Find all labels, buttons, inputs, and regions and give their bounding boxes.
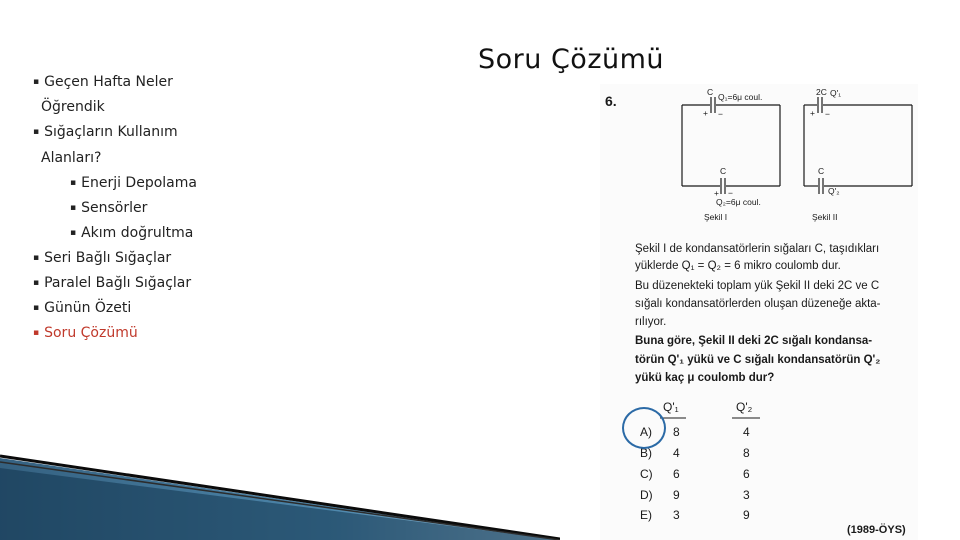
problem-image: 6. C Q₁=6μ coul. + − C + − Q₂=6μ coul. Şekil I 2C Q'₁ + − C Q'₂ Şekil II Şekil I de kondansatörlerin sığaları C, taşıdıkları yüklerde Q₁ = Q₂ = 6 mikro coulomb dur. Bu düzenekteki toplam yük Şekil II deki 2C ve C sığalı kondansatörlerden oluşan düzeneğe akta- rılıyor. Buna göre, Şekil II deki 2C sığalı kondansa- törün Q'₁ yükü ve C sığalı kondansatörün Q'₂ yükü kaç μ coulomb dur? Q'₁ Q'₂ A) 8 4 B) 4 8 C) 6 6 D) 9 3 E) 3 9 (1989-ÖYS) (600, 84, 918, 540)
bullet-icon: ▪ (70, 203, 77, 213)
charge-label: Q₂=6μ coul. (716, 197, 761, 207)
plus-sign: + (714, 188, 719, 198)
outline-item-active: ▪ Soru Çözümü (33, 325, 138, 341)
plus-sign: + (703, 108, 708, 118)
problem-text-line: yükü kaç μ coulomb dur? (635, 372, 775, 384)
outline-item: ▪ Seri Bağlı Sığaçlar (33, 250, 172, 266)
answer-column-header: Q'₂ (736, 400, 753, 414)
problem-text-line: Şekil I de kondansatörlerin sığaları C, taşıdıkları (635, 243, 880, 255)
capacitor-label: C (707, 87, 714, 97)
question-number: 6. (605, 93, 617, 109)
outline-item: Öğrendik (41, 99, 105, 115)
outline-item: ▪ Paralel Bağlı Sığaçlar (33, 275, 192, 291)
problem-text-line: törün Q'₁ yükü ve C sığalı kondansatörün Q'₂ (635, 354, 881, 366)
capacitor-label: 2C (816, 87, 827, 97)
minus-sign: − (718, 109, 723, 119)
bullet-icon: ▪ (33, 127, 40, 137)
figure-caption: Şekil II (812, 212, 838, 222)
plus-sign: + (810, 108, 815, 118)
outline-subitem: ▪ Sensörler (70, 200, 148, 216)
bullet-icon: ▪ (70, 228, 77, 238)
problem-text-line: sığalı kondansatörlerden oluşan düzeneğe akta- (635, 298, 881, 310)
capacitor-label: C (818, 166, 825, 176)
bullet-icon: ▪ (33, 303, 40, 313)
problem-text-line: Buna göre, Şekil II deki 2C sığalı kondansa- (635, 335, 873, 347)
outline-subitem: ▪ Enerji Depolama (70, 175, 197, 191)
bullet-icon: ▪ (33, 328, 40, 338)
problem-text-line: yüklerde Q₁ = Q₂ = 6 mikro coulomb dur. (635, 260, 841, 272)
charge-label: Q'₁ (830, 88, 842, 98)
figure-caption: Şekil I (704, 212, 728, 222)
problem-text-line: Bu düzenekteki toplam yük Şekil II deki 2C ve C (635, 280, 880, 292)
bullet-icon: ▪ (33, 77, 40, 87)
minus-sign: − (728, 188, 733, 198)
outline-item: ▪ Sığaçların Kullanım (33, 124, 178, 140)
exam-source: (1989-ÖYS) (847, 524, 906, 536)
outline-item: Alanları? (41, 150, 102, 166)
outline-item: ▪ Geçen Hafta Neler (33, 74, 173, 90)
slide-title: Soru Çözümü (478, 44, 665, 75)
capacitor-label: C (720, 166, 727, 176)
answer-highlight-circle (622, 407, 666, 449)
charge-label: Q'₂ (828, 186, 840, 196)
outline-subitem: ▪ Akım doğrultma (70, 225, 194, 241)
minus-sign: − (825, 109, 830, 119)
slide-outline (0, 0, 470, 540)
bullet-icon: ▪ (33, 253, 40, 263)
bullet-icon: ▪ (33, 278, 40, 288)
bullet-icon: ▪ (70, 178, 77, 188)
problem-text-line: rılıyor. (635, 316, 667, 328)
charge-label: Q₁=6μ coul. (718, 92, 763, 102)
answer-column-header: Q'₁ (663, 400, 679, 414)
outline-item: ▪ Günün Özeti (33, 300, 132, 316)
